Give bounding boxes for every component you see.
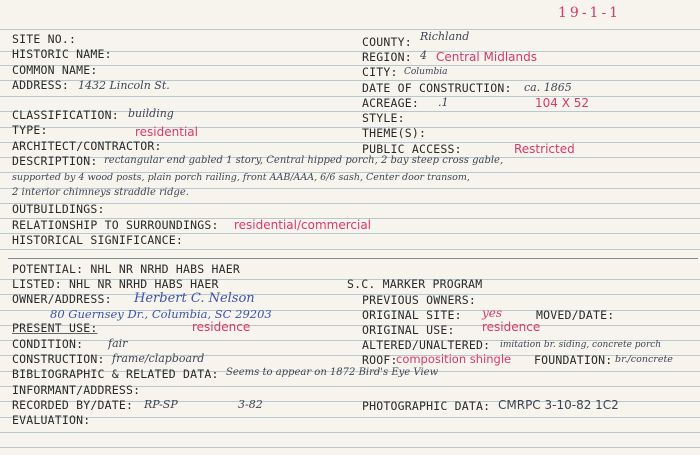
construction-label: CONSTRUCTION: [12, 352, 105, 366]
previous-owners-label: PREVIOUS OWNERS: [362, 293, 476, 307]
original-use-value: residence [482, 320, 541, 334]
section-divider [8, 258, 698, 259]
recorded-date-value: 3-82 [238, 398, 263, 411]
type-label: TYPE: [12, 123, 48, 137]
acreage-label: ACREAGE: [362, 96, 419, 110]
public-access-label: PUBLIC ACCESS: [362, 142, 462, 156]
address-value: 1432 Lincoln St. [78, 79, 170, 92]
outbuildings-label: OUTBUILDINGS: [12, 202, 105, 216]
architect-label: ARCHITECT/CONTRACTOR: [12, 139, 162, 153]
original-site-value: yes [482, 306, 503, 320]
construction-value: frame/clapboard [112, 352, 205, 365]
theme-label: THEME(S): [362, 126, 427, 140]
potential-line: POTENTIAL: NHL NR NRHD HABS HAER [12, 262, 240, 276]
card-id: 19-1-1 [558, 5, 622, 21]
bibliographic-label: BIBLIOGRAPHIC & RELATED DATA: [12, 367, 219, 381]
marker-program-label: S.C. MARKER PROGRAM [347, 277, 483, 291]
historical-significance-label: HISTORICAL SIGNIFICANCE: [12, 233, 183, 247]
county-label: COUNTY: [362, 35, 412, 49]
bibliographic-value: Seems to appear on 1872 Bird's Eye View [226, 367, 439, 378]
present-use-label: PRESENT USE: [12, 321, 98, 335]
site-no-label: SITE NO.: [12, 32, 77, 46]
description-line-1: rectangular end gabled 1 story, Central hipped porch, 2 bay steep cross gable, [104, 155, 504, 166]
historic-name-label: HISTORIC NAME: [12, 47, 112, 61]
construction-date-value: ca. 1865 [524, 81, 572, 94]
description-line-3: 2 interior chimneys straddle ridge. [12, 187, 189, 198]
original-site-label: ORIGINAL SITE: [362, 308, 462, 322]
condition-label: CONDITION: [12, 337, 84, 351]
photographic-data-value: CMRPC 3-10-82 1C2 [498, 398, 619, 412]
construction-date-label: DATE OF CONSTRUCTION: [362, 81, 512, 95]
altered-label: ALTERED/UNALTERED: [362, 338, 491, 352]
acreage-value: .1 [438, 96, 449, 109]
evaluation-label: EVALUATION: [12, 413, 91, 427]
relationship-label: RELATIONSHIP TO SURROUNDINGS: [12, 218, 219, 232]
city-label: CITY: [362, 65, 398, 79]
description-line-2: supported by 4 wood posts, plain porch railing, front AAB/AAA, 6/6 sash, Center door transom, [12, 172, 470, 183]
description-label: DESCRIPTION: [12, 154, 98, 168]
owner-name: Herbert C. Nelson [134, 291, 255, 306]
classification-label: CLASSIFICATION: [12, 108, 119, 122]
listed-line: LISTED: NHL NR NRHD HABS HAER [12, 277, 219, 291]
recorded-by-label: RECORDED BY/DATE: [12, 398, 134, 412]
roof-value: composition shingle [396, 352, 512, 366]
altered-value: imitation br. siding, concrete porch [500, 340, 662, 350]
original-use-label: ORIGINAL USE: [362, 323, 455, 337]
county-value: Richland [420, 30, 470, 43]
city-value: Columbia [404, 67, 448, 77]
recorded-by-value: RP-SP [144, 398, 178, 411]
owner-label: OWNER/ADDRESS: [12, 292, 112, 306]
region-label: REGION: [362, 50, 412, 64]
region-value: Central Midlands [436, 50, 537, 64]
public-access-value: Restricted [514, 142, 575, 156]
type-value: residential [135, 125, 198, 139]
condition-value: fair [108, 337, 128, 350]
foundation-label: FOUNDATION: [534, 353, 613, 367]
photographic-data-label: PHOTOGRAPHIC DATA: [362, 399, 491, 413]
roof-label: ROOF: [362, 353, 398, 367]
informant-label: INFORMANT/ADDRESS: [12, 383, 141, 397]
present-use-value: residence [192, 320, 251, 334]
style-label: STYLE: [362, 111, 405, 125]
classification-value: building [128, 107, 174, 120]
relationship-value: residential/commercial [234, 218, 372, 232]
common-name-label: COMMON NAME: [12, 63, 98, 77]
moved-date-label: MOVED/DATE: [536, 308, 615, 322]
region-number: 4 [420, 49, 427, 62]
owner-address: 80 Guernsey Dr., Columbia, SC 29203 [50, 307, 272, 321]
acreage-dimensions: 104 X 52 [535, 96, 590, 110]
foundation-value: br./concrete [615, 354, 673, 365]
address-label: ADDRESS: [12, 78, 69, 92]
